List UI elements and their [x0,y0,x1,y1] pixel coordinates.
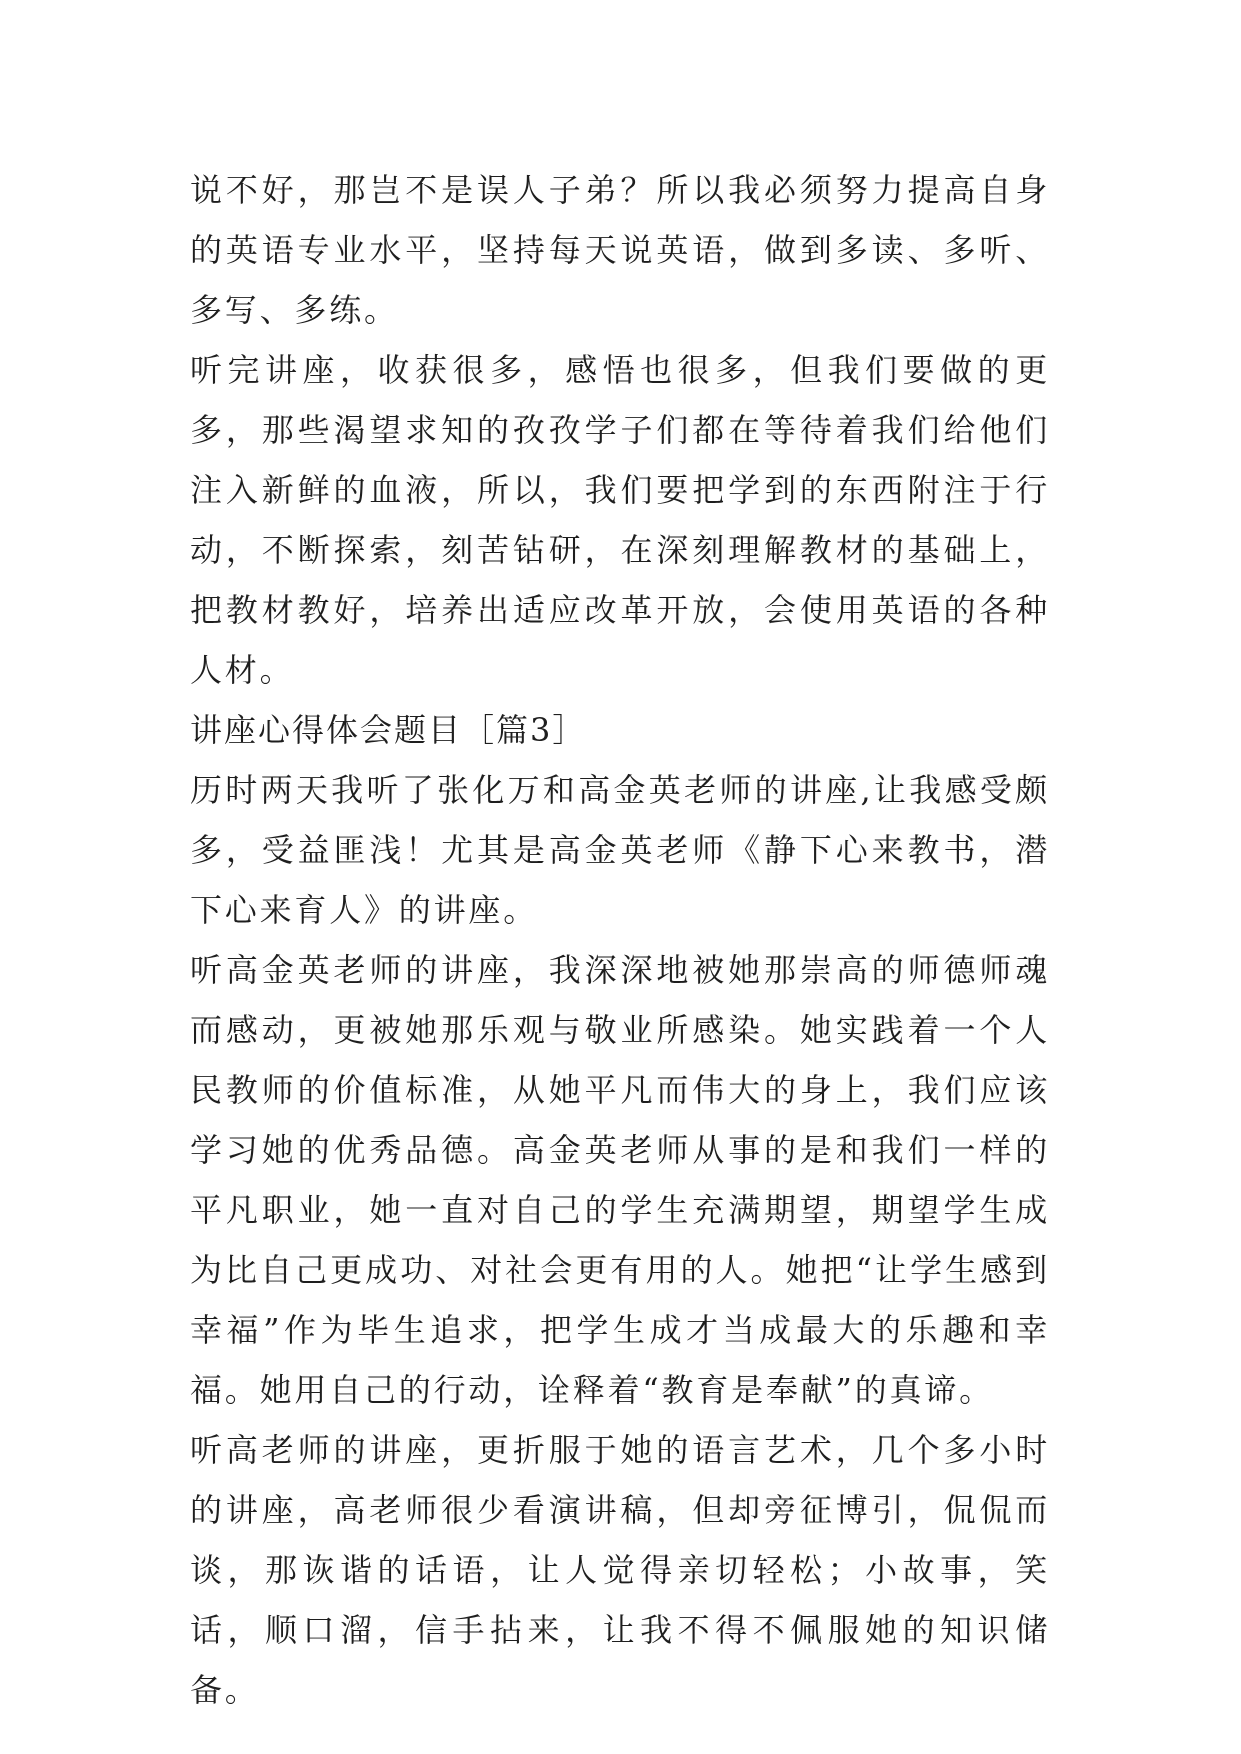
paragraph: 听完讲座，收获很多，感悟也很多，但我们要做的更多，那些渴望求知的孜孜学子们都在等待着我们给他们注入新鲜的血液，所以，我们要把学到的东西附注于行动，不断探索，刻苦钻研，在深刻理解教材的基础上，把教材教好，培养出适应改革开放，会使用英语的各种人材。 [190,351,1050,689]
paragraph: 听高老师的讲座，更折服于她的语言艺术，几个多小时的讲座，高老师很少看演讲稿，但却旁征博引，侃侃而谈，那诙谐的话语，让人觉得亲切轻松；小故事，笑话，顺口溜，信手拈来，让我不得不佩服她的知识储备。 [190,1431,1050,1709]
paragraph: 历时两天我听了张化万和高金英老师的讲座,让我感受颇多，受益匪浅！尤其是高金英老师《静下心来教书，潜下心来育人》的讲座。 [190,771,1050,929]
paragraph: 听高金英老师的讲座，我深深地被她那崇高的师德师魂而感动，更被她那乐观与敬业所感染。她实践着一个人民教师的价值标准，从她平凡而伟大的身上，我们应该学习她的优秀品德。高金英老师从事的是和我们一样的平凡职业，她一直对自己的学生充满期望，期望学生成为比自己更成功、对社会更有用的人。她把“让学生感到幸福”作为毕生追求，把学生成才当成最大的乐趣和幸福。她用自己的行动，诠释着“教育是奉献”的真谛。 [190,951,1050,1409]
section-heading: 讲座心得体会题目［篇3］ [190,711,587,749]
paragraph: 说不好，那岂不是误人子弟？所以我必须努力提高自身的英语专业水平，坚持每天说英语，做到多读、多听、多写、多练。 [190,171,1050,329]
document-body [190,160,1050,1720]
